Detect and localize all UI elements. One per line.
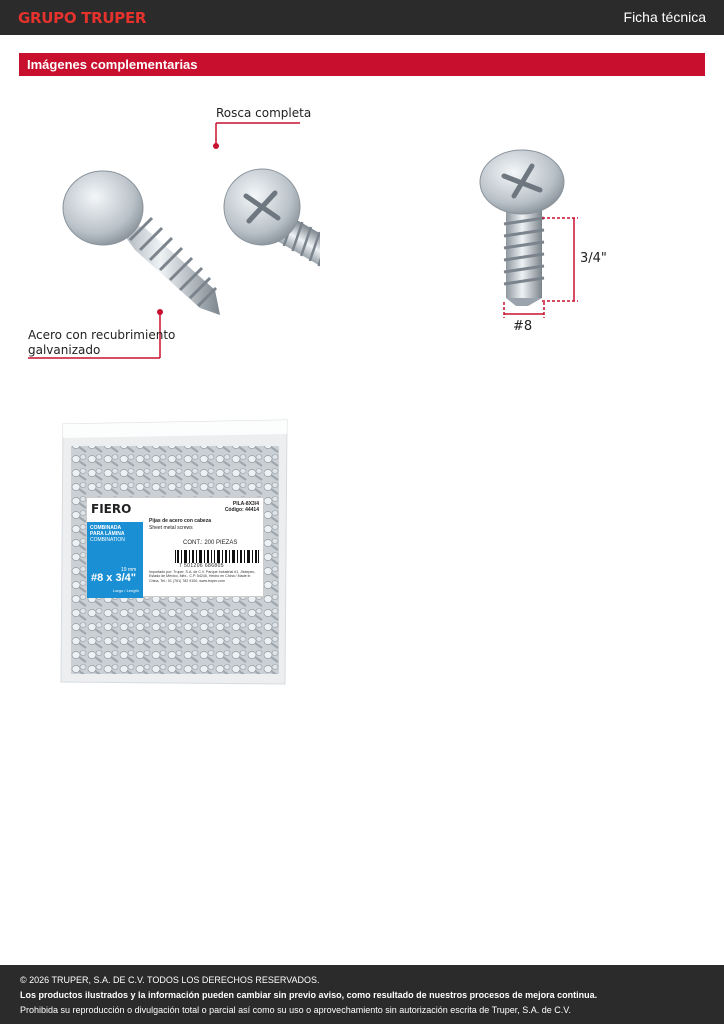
package-code-line2: Código: 44414 [224,507,259,513]
package-code-line1: PILA-8X3/4 [232,501,259,507]
top-header-bar [0,0,724,35]
package-label [86,497,264,597]
package-brand: FIERO [91,502,132,516]
dimensions-figure [470,140,640,350]
package-figure [55,412,295,690]
dimension-illustration [470,140,640,350]
package-length-word: Largo / Length [113,588,139,593]
package-contents: CONT.: 200 PIEZAS [183,540,238,546]
package-type-line3: COMBINATION [90,537,125,543]
document-type-label: Ficha técnica [623,9,706,25]
screws-detail-figure [20,100,320,370]
barcode-number: 7 501206 686805 [179,563,224,569]
footer [0,965,724,1024]
package-type-line1: COMBINADA [90,525,122,531]
brand-logo-text: GRUPO TRUPER [18,9,147,27]
package-blue-panel [87,522,143,598]
footer-prohibition: Prohibida su reproducción o divulgación total o parcial así como su uso o aprovechamiento sin autorización escrita de Truper, S.A. de C.V. [20,1005,571,1015]
section-header-band [19,53,705,76]
callout-material-line1: Acero con recubrimiento [28,328,176,342]
package-code [225,501,259,513]
package-desc-es: Pijas de acero con cabeza [149,518,211,524]
callout-material-line2: galvanizado [28,343,101,357]
length-dimension-label: 3/4" [580,251,607,266]
diameter-dimension-label: #8 [513,319,533,334]
package-type-line2: PARA LÁMINA [90,531,125,537]
package-mm: 19 mm [121,567,137,573]
barcode [173,550,261,563]
callout-full-thread: Rosca completa [216,106,312,120]
footer-copyright: © 2026 TRUPER, S.A. DE C.V. TODOS LOS DERECHOS RESERVADOS. [20,975,320,985]
screw-front [63,171,220,315]
package-importer-text: Importado por: Truper, S.A. de C.V. Parque Industrial #1, Jilotepec, Estado de México, Méx., C.P. 54240, Hecho en China / Made in China, Tel.: 01 (761) 782 9100, www.truper.com [149,570,256,583]
package-size: #8 x 3/4" [91,572,136,584]
section-title: Imágenes complementarias [27,57,198,72]
callout-material [28,328,178,358]
package-desc-en: Sheet metal screws [149,525,193,531]
footer-notice: Los productos ilustrados y la información pueden cambiar sin previo aviso, como resultado de nuestros procesos de mejora continua. [20,990,598,1000]
